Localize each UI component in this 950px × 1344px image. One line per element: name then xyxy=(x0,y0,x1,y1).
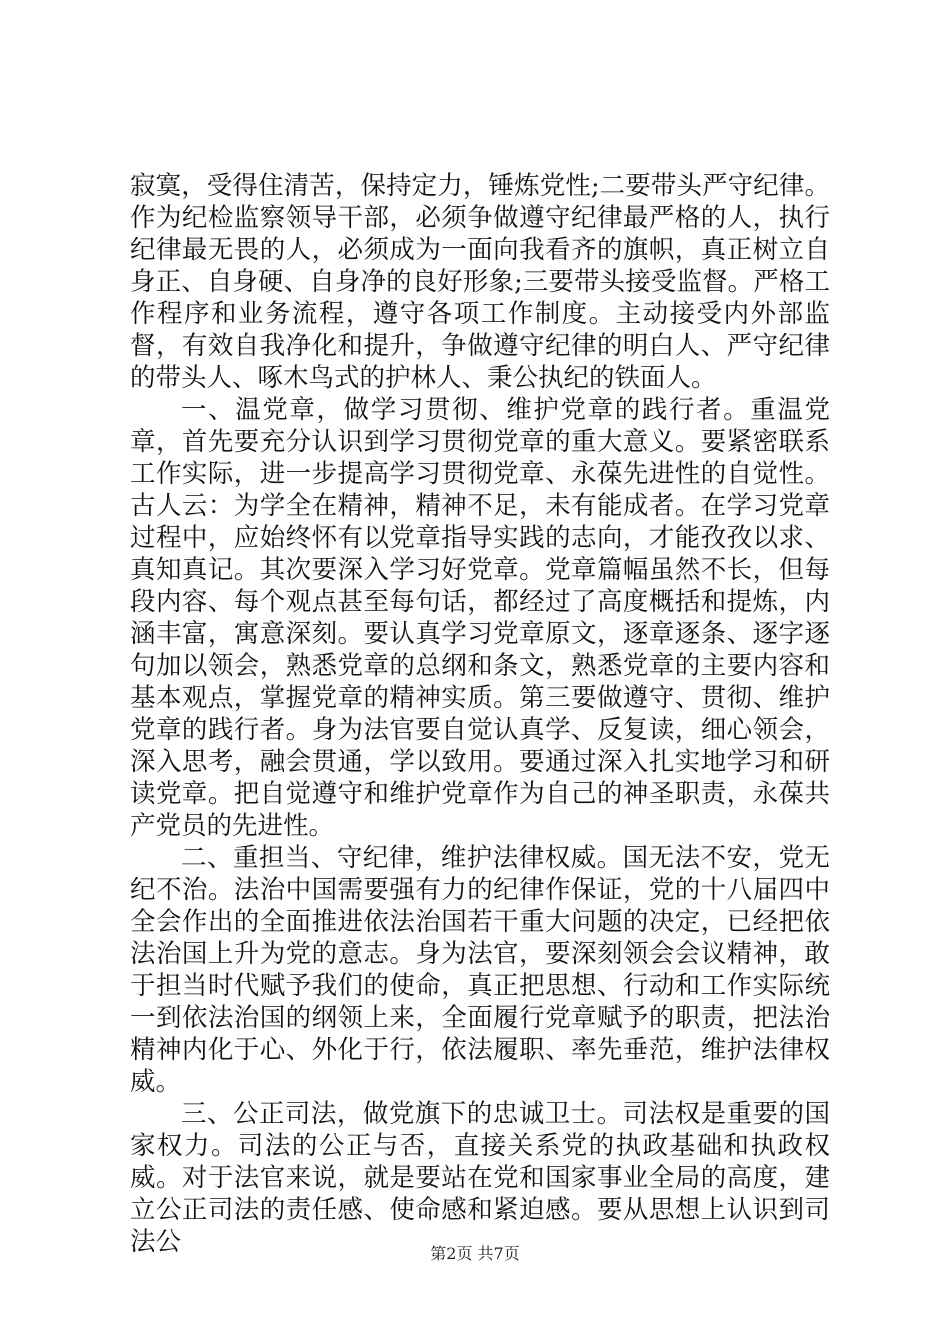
paragraph-section-one: 一、温党章，做学习贯彻、维护党章的践行者。重温党章，首先要充分认识到学习贯彻党章的重大意义。要紧密联系工作实际，进一步提高学习贯彻党章、永葆先进性的自觉性。古人云：为学全在精神，精神不足，未有能成者。在学习党章过程中，应始终怀有以党章指导实践的志向，才能孜孜以求、真知真记。其次要深入学习好党章。党章篇幅虽然不长，但每段内容、每个观点甚至每句话，都经过了高度概括和提炼，内涵丰富，寓意深刻。要认真学习党章原文，逐章逐条、逐字逐句加以领会，熟悉党章的总纲和条文，熟悉党章的主要内容和基本观点，掌握党章的精神实质。第三要做遵守、贯彻、维护党章的践行者。身为法官要自觉认真学、反复读，细心领会，深入思考，融会贯通，学以致用。要通过深入扎实地学习和研读党章。把自觉遵守和维护党章作为自己的神圣职责，永葆共产党员的先进性。 xyxy=(130,395,830,841)
paragraph-section-two: 二、重担当、守纪律，维护法律权威。国无法不安，党无纪不治。法治中国需要强有力的纪律作保证，党的十八届四中全会作出的全面推进依法治国若干重大问题的决定，已经把依法治国上升为党的意志。身为法官，要深刻领会会议精神，敢于担当时代赋予我们的使命，真正把思想、行动和工作实际统一到依法治国的纲领上来，全面履行党章赋予的职责，把法治精神内化于心、外化于行，依法履职、率先垂范，维护法律权威。 xyxy=(130,843,830,1097)
document-body xyxy=(130,170,830,1258)
paragraph-continuation: 寂寞，受得住清苦，保持定力，锤炼党性;二要带头严守纪律。作为纪检监察领导干部，必须争做遵守纪律最严格的人，执行纪律最无畏的人，必须成为一面向我看齐的旗帜，真正树立自身正、自身硬、自身净的良好形象;三要带头接受监督。严格工作程序和业务流程，遵守各项工作制度。主动接受内外部监督，有效自我净化和提升，争做遵守纪律的明白人、严守纪律的带头人、啄木鸟式的护林人、秉公执纪的铁面人。 xyxy=(130,171,830,393)
page-footer: 第2页 共7页 xyxy=(430,1244,520,1263)
paragraph-section-three: 三、公正司法，做党旗下的忠诚卫士。司法权是重要的国家权力。司法的公正与否，直接关系党的执政基础和执政权威。对于法官来说，就是要站在党和国家事业全局的高度，建立公正司法的责任感、使命感和紧迫感。要从思想上认识到司法公 xyxy=(130,1099,830,1257)
